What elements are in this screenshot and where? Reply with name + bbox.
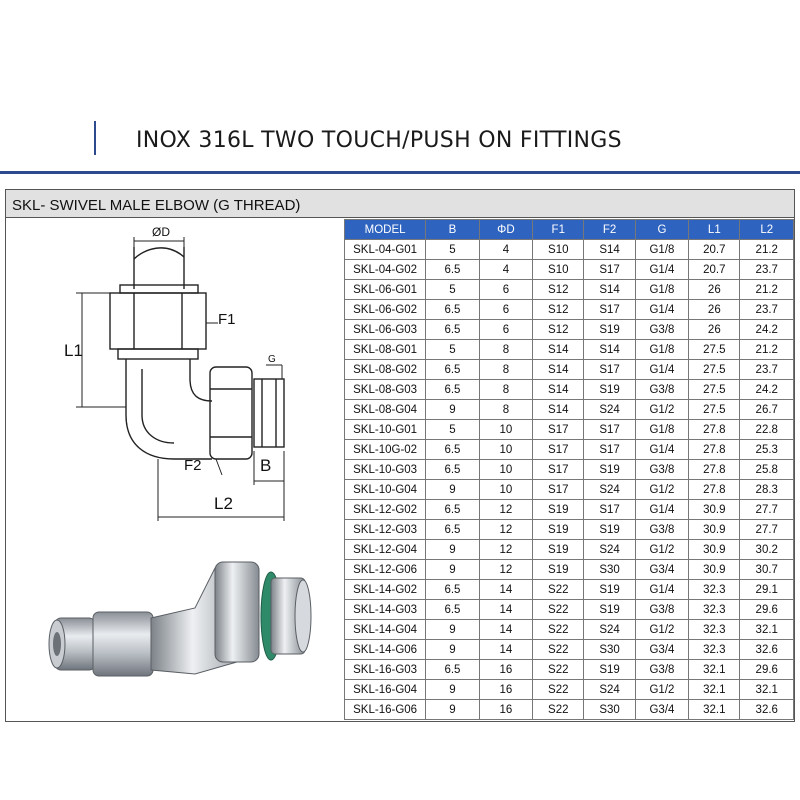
thread-g xyxy=(254,379,284,447)
table-cell: 21.2 xyxy=(740,240,794,260)
table-cell: SKL-08-G04 xyxy=(345,400,426,420)
table-cell: 26 xyxy=(689,320,740,340)
table-cell: SKL-12-G06 xyxy=(345,560,426,580)
table-cell: S17 xyxy=(584,360,635,380)
table-cell: S22 xyxy=(533,600,584,620)
table-cell: G3/8 xyxy=(635,600,688,620)
table-cell: S19 xyxy=(584,520,635,540)
product-photo xyxy=(45,548,315,698)
table-cell: S24 xyxy=(584,480,635,500)
table-row xyxy=(345,460,794,480)
table-cell: 9 xyxy=(426,540,479,560)
table-cell: 21.2 xyxy=(740,340,794,360)
table-cell: S14 xyxy=(533,340,584,360)
table-cell: 29.1 xyxy=(740,580,794,600)
table-cell: 14 xyxy=(479,580,532,600)
table-cell: S19 xyxy=(533,540,584,560)
table-body xyxy=(345,240,794,720)
table-cell: 12 xyxy=(479,540,532,560)
table-cell: G1/8 xyxy=(635,420,688,440)
table-cell: S19 xyxy=(584,600,635,620)
table-cell: 12 xyxy=(479,500,532,520)
table-cell: SKL-08-G02 xyxy=(345,360,426,380)
table-cell: 14 xyxy=(479,640,532,660)
table-cell: S17 xyxy=(584,440,635,460)
table-cell: 6.5 xyxy=(426,580,479,600)
table-cell: 21.2 xyxy=(740,280,794,300)
title-accent-bar xyxy=(94,121,96,155)
section-title: SKL- SWIVEL MALE ELBOW (G THREAD) xyxy=(12,197,301,214)
table-cell: 25.8 xyxy=(740,460,794,480)
table-cell: G3/4 xyxy=(635,560,688,580)
table-cell: 25.3 xyxy=(740,440,794,460)
table-cell: SKL-08-G03 xyxy=(345,380,426,400)
table-cell: S10 xyxy=(533,260,584,280)
table-cell: G1/8 xyxy=(635,340,688,360)
header-rule xyxy=(0,171,800,174)
table-cell: SKL-12-G03 xyxy=(345,520,426,540)
table-row xyxy=(345,580,794,600)
table-cell: 12 xyxy=(479,560,532,580)
table-cell: 27.5 xyxy=(689,360,740,380)
col-header-l1: L1 xyxy=(689,220,740,240)
table-cell: SKL-12-G04 xyxy=(345,540,426,560)
table-cell: G3/8 xyxy=(635,520,688,540)
table-cell: G1/4 xyxy=(635,500,688,520)
table-cell: 30.9 xyxy=(689,540,740,560)
table-cell: 8 xyxy=(479,400,532,420)
table-cell: 16 xyxy=(479,680,532,700)
table-cell: 24.2 xyxy=(740,320,794,340)
table-cell: S22 xyxy=(533,660,584,680)
table-cell: 27.5 xyxy=(689,340,740,360)
table-cell: 32.3 xyxy=(689,580,740,600)
table-cell: 27.7 xyxy=(740,500,794,520)
col-header-od: ΦD xyxy=(479,220,532,240)
table-row xyxy=(345,500,794,520)
table-cell: S24 xyxy=(584,680,635,700)
table-cell: SKL-14-G02 xyxy=(345,580,426,600)
table-cell: 26 xyxy=(689,280,740,300)
table-cell: S19 xyxy=(584,320,635,340)
table-cell: S30 xyxy=(584,700,635,720)
table-cell: 10 xyxy=(479,440,532,460)
table-cell: 6.5 xyxy=(426,260,479,280)
table-cell: 23.7 xyxy=(740,260,794,280)
table-cell: G1/2 xyxy=(635,400,688,420)
table-cell: S19 xyxy=(584,660,635,680)
table-cell: 9 xyxy=(426,480,479,500)
spec-table xyxy=(344,219,794,720)
table-cell: 27.8 xyxy=(689,440,740,460)
label-b: B xyxy=(260,456,272,475)
table-cell: 32.3 xyxy=(689,640,740,660)
table-cell: S14 xyxy=(533,380,584,400)
table-cell: G1/4 xyxy=(635,580,688,600)
table-cell: SKL-12-G02 xyxy=(345,500,426,520)
table-cell: G1/4 xyxy=(635,360,688,380)
col-header-model: MODEL xyxy=(345,220,426,240)
table-cell: 30.9 xyxy=(689,500,740,520)
table-cell: G3/4 xyxy=(635,700,688,720)
table-cell: 32.1 xyxy=(740,680,794,700)
table-cell: SKL-06-G02 xyxy=(345,300,426,320)
table-cell: 10 xyxy=(479,420,532,440)
table-cell: 8 xyxy=(479,380,532,400)
table-cell: SKL-16-G04 xyxy=(345,680,426,700)
table-cell: S14 xyxy=(584,240,635,260)
table-cell: S17 xyxy=(584,300,635,320)
table-cell: 32.1 xyxy=(740,620,794,640)
table-cell: SKL-08-G01 xyxy=(345,340,426,360)
table-cell: 10 xyxy=(479,460,532,480)
table-cell: G1/4 xyxy=(635,440,688,460)
table-cell: 23.7 xyxy=(740,300,794,320)
table-cell: 5 xyxy=(426,240,479,260)
table-cell: S22 xyxy=(533,700,584,720)
table-cell: S22 xyxy=(533,580,584,600)
table-row xyxy=(345,660,794,680)
table-cell: 9 xyxy=(426,400,479,420)
table-cell: SKL-04-G02 xyxy=(345,260,426,280)
table-cell: 9 xyxy=(426,640,479,660)
table-cell: 27.8 xyxy=(689,420,740,440)
hex-nut-f2 xyxy=(210,367,252,459)
table-cell: 29.6 xyxy=(740,660,794,680)
table-row xyxy=(345,260,794,280)
table-cell: S24 xyxy=(584,620,635,640)
table-cell: G1/2 xyxy=(635,620,688,640)
table-cell: G3/8 xyxy=(635,460,688,480)
table-row xyxy=(345,420,794,440)
table-cell: S17 xyxy=(533,480,584,500)
label-l1: L1 xyxy=(64,341,83,360)
table-cell: S24 xyxy=(584,540,635,560)
table-cell: 6.5 xyxy=(426,600,479,620)
table-cell: 27.7 xyxy=(740,520,794,540)
table-cell: 9 xyxy=(426,700,479,720)
table-cell: 6 xyxy=(479,320,532,340)
table-cell: SKL-10G-02 xyxy=(345,440,426,460)
table-cell: 8 xyxy=(479,360,532,380)
table-cell: S22 xyxy=(533,640,584,660)
table-cell: S12 xyxy=(533,280,584,300)
table-cell: S12 xyxy=(533,300,584,320)
table-cell: SKL-16-G03 xyxy=(345,660,426,680)
table-cell: S17 xyxy=(584,420,635,440)
table-cell: 6.5 xyxy=(426,380,479,400)
table-cell: G1/2 xyxy=(635,480,688,500)
table-cell: SKL-10-G01 xyxy=(345,420,426,440)
table-cell: 27.5 xyxy=(689,400,740,420)
table-cell: SKL-10-G04 xyxy=(345,480,426,500)
table-header-row xyxy=(345,220,794,240)
table-cell: SKL-16-G06 xyxy=(345,700,426,720)
table-cell: S14 xyxy=(533,360,584,380)
table-cell: SKL-14-G06 xyxy=(345,640,426,660)
table-cell: G3/8 xyxy=(635,380,688,400)
table-cell: 9 xyxy=(426,680,479,700)
table-row xyxy=(345,320,794,340)
table-cell: 24.2 xyxy=(740,380,794,400)
table-cell: 6 xyxy=(479,280,532,300)
table-row xyxy=(345,560,794,580)
table-cell: 6.5 xyxy=(426,360,479,380)
collar xyxy=(120,285,198,293)
table-cell: G3/8 xyxy=(635,320,688,340)
label-f1: F1 xyxy=(218,311,236,328)
table-cell: 30.2 xyxy=(740,540,794,560)
table-cell: G3/4 xyxy=(635,640,688,660)
table-cell: 14 xyxy=(479,620,532,640)
table-cell: 26 xyxy=(689,300,740,320)
table-cell: SKL-14-G04 xyxy=(345,620,426,640)
table-cell: 30.9 xyxy=(689,560,740,580)
table-row xyxy=(345,380,794,400)
table-cell: G1/2 xyxy=(635,680,688,700)
table-cell: 27.5 xyxy=(689,380,740,400)
table-cell: 22.8 xyxy=(740,420,794,440)
table-cell: S17 xyxy=(533,460,584,480)
table-cell: G1/4 xyxy=(635,300,688,320)
table-row xyxy=(345,300,794,320)
table-row xyxy=(345,640,794,660)
table-row xyxy=(345,700,794,720)
table-cell: 32.3 xyxy=(689,620,740,640)
table-cell: 6.5 xyxy=(426,500,479,520)
label-l2: L2 xyxy=(214,494,233,513)
table-cell: G1/4 xyxy=(635,260,688,280)
table-cell: 6.5 xyxy=(426,660,479,680)
table-cell: S19 xyxy=(584,580,635,600)
table-cell: S22 xyxy=(533,680,584,700)
table-cell: 30.7 xyxy=(740,560,794,580)
table-cell: S17 xyxy=(584,260,635,280)
table-cell: 23.7 xyxy=(740,360,794,380)
table-cell: S10 xyxy=(533,240,584,260)
table-cell: S22 xyxy=(533,620,584,640)
table-cell: 4 xyxy=(479,260,532,280)
table-cell: S19 xyxy=(533,500,584,520)
table-cell: 32.1 xyxy=(689,680,740,700)
table-cell: 28.3 xyxy=(740,480,794,500)
table-cell: 5 xyxy=(426,280,479,300)
table-cell: S30 xyxy=(584,640,635,660)
table-row xyxy=(345,400,794,420)
table-cell: S12 xyxy=(533,320,584,340)
technical-drawing xyxy=(6,219,344,529)
elbow-photo-svg xyxy=(45,548,315,698)
table-cell: 8 xyxy=(479,340,532,360)
table-row xyxy=(345,600,794,620)
table-cell: G3/8 xyxy=(635,660,688,680)
elbow-body xyxy=(126,359,212,459)
table-cell: 5 xyxy=(426,420,479,440)
col-header-f1: F1 xyxy=(533,220,584,240)
table-cell: 16 xyxy=(479,660,532,680)
table-cell: 27.8 xyxy=(689,480,740,500)
page-title: INOX 316L TWO TOUCH/PUSH ON FITTINGS xyxy=(136,128,622,153)
table-cell: 26.7 xyxy=(740,400,794,420)
label-f2: F2 xyxy=(184,457,202,474)
table-cell: 10 xyxy=(479,480,532,500)
col-header-b: B xyxy=(426,220,479,240)
table-cell: S24 xyxy=(584,400,635,420)
table-row xyxy=(345,520,794,540)
table-row xyxy=(345,280,794,300)
table-cell: 20.7 xyxy=(689,240,740,260)
table-cell: 16 xyxy=(479,700,532,720)
table-cell: 32.1 xyxy=(689,660,740,680)
table-cell: SKL-10-G03 xyxy=(345,460,426,480)
table-cell: 9 xyxy=(426,620,479,640)
table-cell: S19 xyxy=(533,560,584,580)
table-cell: S14 xyxy=(584,340,635,360)
table-cell: SKL-14-G03 xyxy=(345,600,426,620)
table-cell: 14 xyxy=(479,600,532,620)
table-cell: S30 xyxy=(584,560,635,580)
table-cell: SKL-06-G03 xyxy=(345,320,426,340)
table-cell: S17 xyxy=(533,420,584,440)
table-cell: SKL-04-G01 xyxy=(345,240,426,260)
table-row xyxy=(345,680,794,700)
table-cell: 6.5 xyxy=(426,320,479,340)
table-row xyxy=(345,340,794,360)
col-header-f2: F2 xyxy=(584,220,635,240)
table-cell: 27.8 xyxy=(689,460,740,480)
col-header-g: G xyxy=(635,220,688,240)
table-cell: 6 xyxy=(479,300,532,320)
table-cell: 6.5 xyxy=(426,520,479,540)
table-cell: S17 xyxy=(584,500,635,520)
table-cell: 6.5 xyxy=(426,460,479,480)
table-cell: G1/2 xyxy=(635,540,688,560)
table-cell: 6.5 xyxy=(426,300,479,320)
table-cell: G1/8 xyxy=(635,240,688,260)
table-row xyxy=(345,540,794,560)
table-cell: 9 xyxy=(426,560,479,580)
table-cell: 32.3 xyxy=(689,600,740,620)
table-cell: 6.5 xyxy=(426,440,479,460)
col-header-l2: L2 xyxy=(740,220,794,240)
elbow-drawing-svg xyxy=(6,219,344,529)
table-cell: S14 xyxy=(584,280,635,300)
table-cell: S17 xyxy=(533,440,584,460)
table-cell: 12 xyxy=(479,520,532,540)
table-cell: 30.9 xyxy=(689,520,740,540)
table-cell: S19 xyxy=(584,460,635,480)
table-row xyxy=(345,620,794,640)
label-g: G xyxy=(268,354,276,365)
table-row xyxy=(345,480,794,500)
table-cell: 32.6 xyxy=(740,640,794,660)
table-cell: 32.6 xyxy=(740,700,794,720)
table-cell: 20.7 xyxy=(689,260,740,280)
table-cell: S19 xyxy=(533,520,584,540)
label-od: ØD xyxy=(152,225,170,239)
table-row xyxy=(345,440,794,460)
table-cell: S19 xyxy=(584,380,635,400)
table-cell: G1/8 xyxy=(635,280,688,300)
table-cell: 32.1 xyxy=(689,700,740,720)
table-cell: 4 xyxy=(479,240,532,260)
table-row xyxy=(345,240,794,260)
table-cell: S14 xyxy=(533,400,584,420)
table-cell: 5 xyxy=(426,340,479,360)
table-cell: SKL-06-G01 xyxy=(345,280,426,300)
table-row xyxy=(345,360,794,380)
hex-nut-f1 xyxy=(110,293,206,349)
table-cell: 29.6 xyxy=(740,600,794,620)
